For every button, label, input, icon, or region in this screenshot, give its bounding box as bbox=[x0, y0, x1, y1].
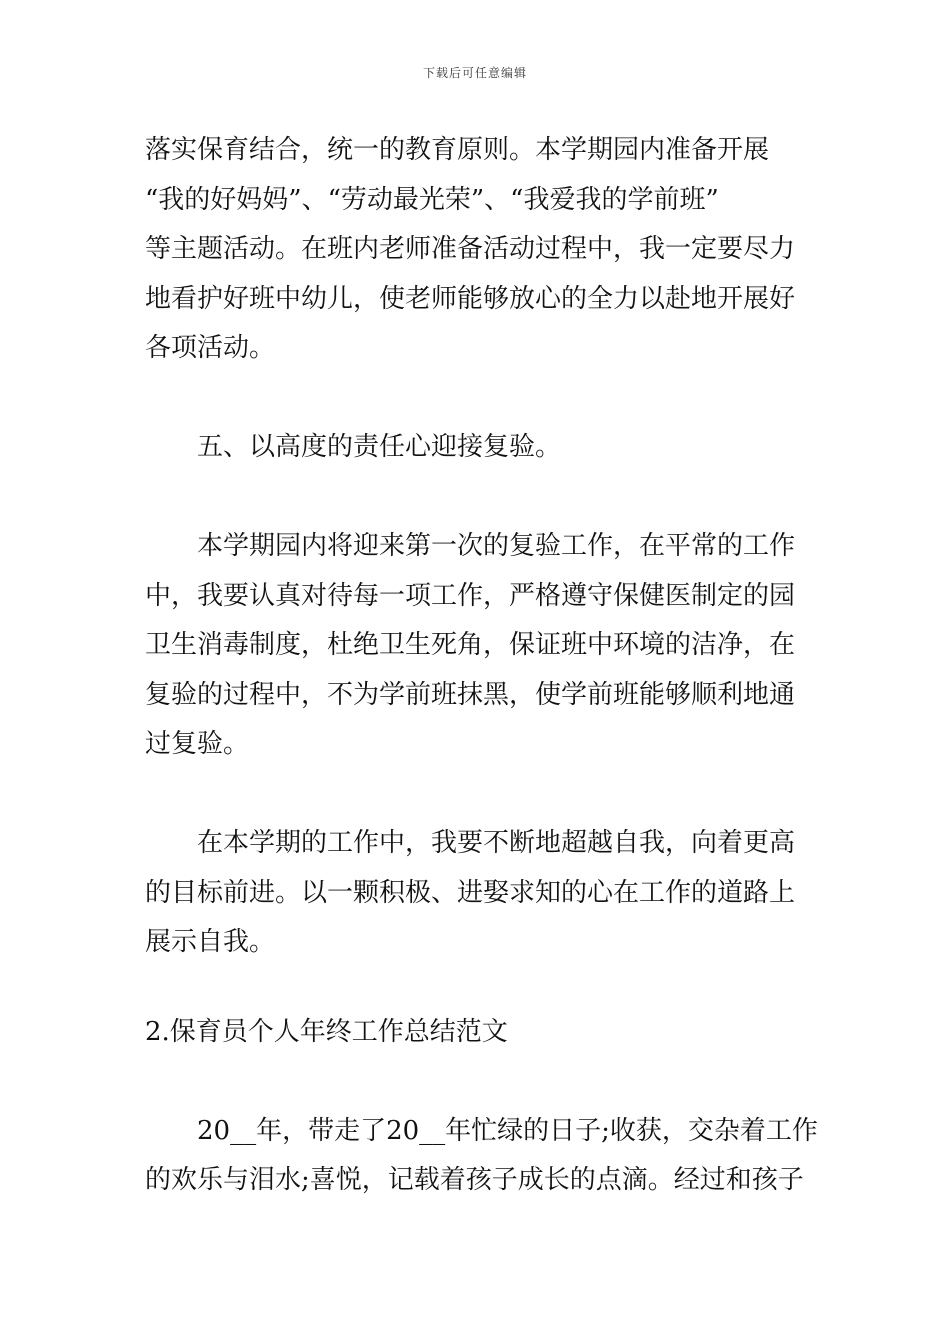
page-header: 下载后可任意编辑 bbox=[422, 66, 527, 80]
text-line: 复验的过程中，不为学前班抹黑，使学前班能够顺利地通 bbox=[145, 679, 796, 710]
section-title-summary bbox=[145, 1008, 807, 1058]
text-line: “我的好妈妈”、“劳动最光荣”、“我爱我的学前班” bbox=[145, 184, 719, 215]
text-line: 的欢乐与泪水;喜悦，记载着孩子成长的点滴。经过和孩子 bbox=[145, 1165, 804, 1195]
section-heading-five bbox=[145, 423, 807, 473]
text-line: 中，我要认真对待每一项工作，严格遵守保健医制定的园 bbox=[145, 580, 796, 611]
text-line: 地看护好班中幼儿，使老师能够放心的全力以赴地开展好 bbox=[145, 283, 796, 314]
title-line: 2.保育员个人年终工作总结范文 bbox=[145, 1016, 508, 1047]
text-line: 在本学期的工作中，我要不断地超越自我，向着更高 bbox=[197, 828, 796, 858]
text-line: 落实保育结合，统一的教育原则。本学期园内准备开展 bbox=[145, 135, 770, 165]
text-line: 本学期园内将迎来第一次的复验工作，在平常的工作 bbox=[197, 531, 796, 561]
document-body bbox=[145, 126, 818, 1206]
text-line: 卫生消毒制度，杜绝卫生死角，保证班中环境的洁净，在 bbox=[145, 630, 796, 660]
paragraph-inspection bbox=[145, 522, 807, 770]
text-line: 展示自我。 bbox=[145, 927, 276, 957]
paragraph-gap bbox=[145, 473, 807, 523]
paragraph-gap bbox=[145, 374, 807, 424]
text-line: 各项活动。 bbox=[145, 333, 276, 363]
paragraph-self-improvement bbox=[145, 819, 807, 968]
paragraph-activities bbox=[145, 126, 807, 374]
paragraph-year-summary bbox=[145, 1107, 818, 1206]
paragraph-gap bbox=[145, 770, 807, 820]
paragraph-gap bbox=[145, 968, 807, 1008]
heading-line: 五、以高度的责任心迎接复验。 bbox=[197, 432, 562, 462]
paragraph-gap bbox=[145, 1057, 807, 1107]
text-line: 20__年，带走了20__年忙绿的日子;收获，交杂着工作 bbox=[197, 1115, 818, 1146]
text-line: 等主题活动。在班内老师准备活动过程中，我一定要尽力 bbox=[145, 234, 796, 264]
text-line: 过复验。 bbox=[145, 729, 250, 759]
text-line: 的目标前进。以一颗积极、进娶求知的心在工作的道路上 bbox=[145, 877, 796, 908]
